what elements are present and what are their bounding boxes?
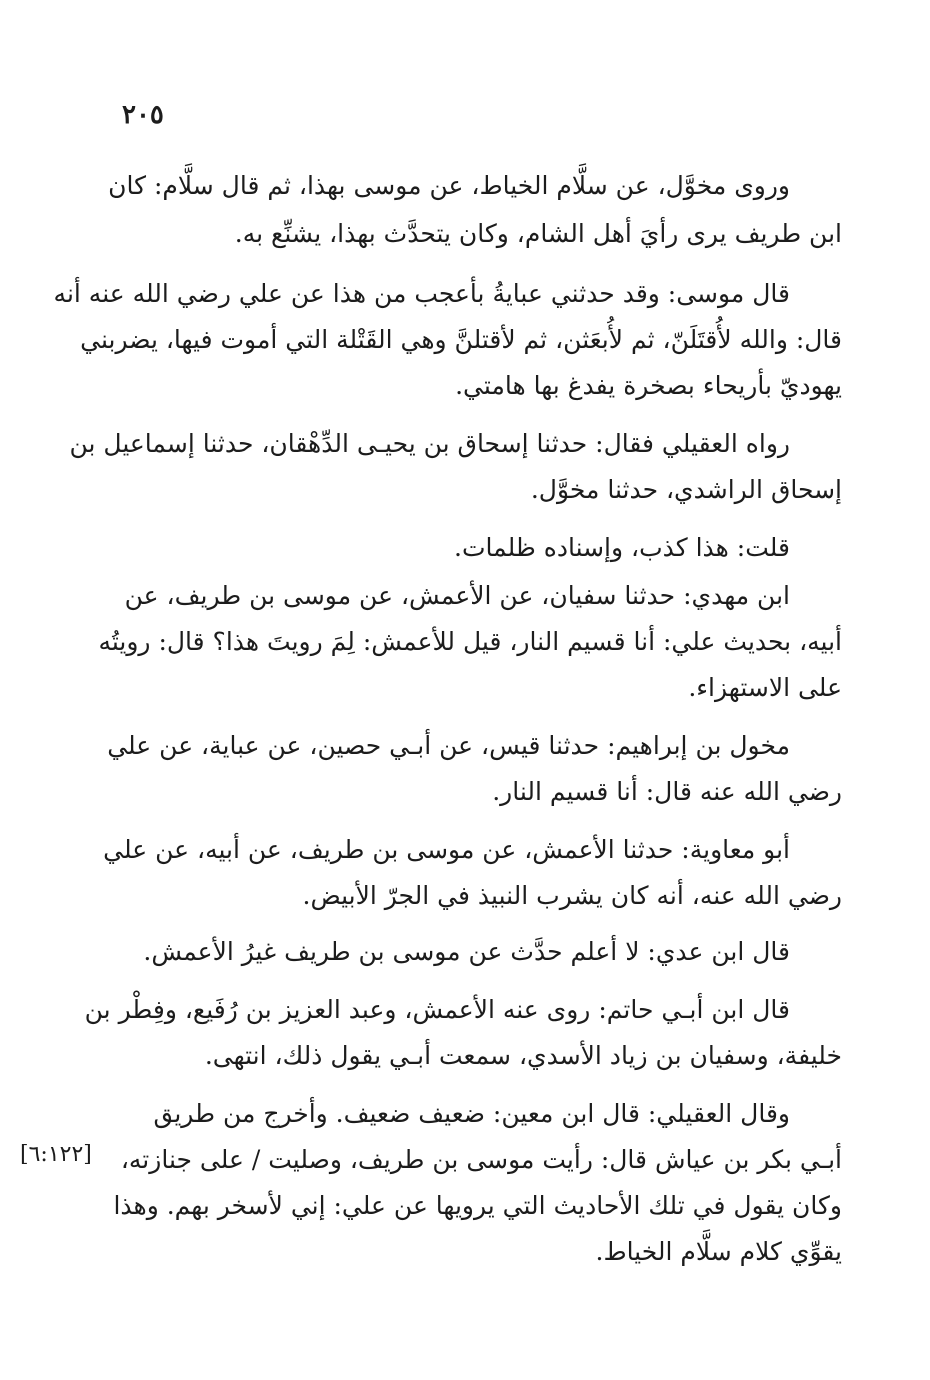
- text-line: قلت: هذا كذب، وإسناده ظلمات.: [454, 533, 790, 562]
- text-line: يقوِّي كلام سلَّام الخياط.: [595, 1237, 842, 1266]
- text-line: أبو معاوية: حدثنا الأعمش، عن موسى بن طريف، عن أبيه، عن علي: [103, 835, 790, 864]
- page-number: ٢٠٥: [122, 100, 164, 130]
- text-line: وقال العقيلي: قال ابن معين: ضعيف ضعيف. وأخرج من طريق: [153, 1099, 790, 1128]
- margin-reference: [٦:١٢٢]: [20, 1142, 92, 1167]
- text-line: يهوديّ بأريحاء بصخرة يفدغ بها هامتي.: [455, 371, 842, 400]
- text-line: قال ابن عدي: لا أعلم حدَّث عن موسى بن طريف غيرُ الأعمش.: [143, 937, 790, 966]
- text-line: خليفة، وسفيان بن زياد الأسدي، سمعت أبـي يقول ذلك، انتهى.: [204, 1041, 842, 1070]
- text-line: ابن طريف يرى رأيَ أهل الشام، وكان يتحدَّث بهذا، يشنِّع به.: [234, 219, 842, 248]
- text-line: قال ابن أبـي حاتم: روى عنه الأعمش، وعبد العزيز بن رُفَيع، وفِطْر بن: [84, 995, 790, 1024]
- text-line: أبـي بكر بن عياش قال: رأيت موسى بن طريف، وصليت / على جنازته،: [120, 1145, 842, 1174]
- text-line: وكان يقول في تلك الأحاديث التي يرويها عن علي: إني لأسخر بهم. وهذا: [113, 1191, 842, 1220]
- text-line: مخول بن إبراهيم: حدثنا قيس، عن أبـي حصين، عن عباية، عن علي: [107, 731, 790, 760]
- text-line: قال: والله لأُقتَلَنّ، ثم لأُبعَثن، ثم لأقتلنَّ وهي القَتْلة التي أموت فيها، يضربني: [80, 325, 842, 354]
- text-line: وروى مخوَّل، عن سلَّام الخياط، عن موسى بهذا، ثم قال سلَّام: كان: [108, 171, 790, 200]
- text-line: أبيه، بحديث علي: أنا قسيم النار، قيل للأعمش: لِمَ رويتَ هذا؟ قال: رويتُه: [98, 627, 842, 656]
- text-line: رضي الله عنه قال: أنا قسيم النار.: [492, 777, 842, 806]
- text-line: على الاستهزاء.: [688, 673, 842, 702]
- text-line: رواه العقيلي فقال: حدثنا إسحاق بن يحيـى الدِّهْقان، حدثنا إسماعيل بن: [69, 429, 790, 458]
- text-line: قال موسى: وقد حدثني عبايةُ بأعجب من هذا عن علي رضي الله عنه أنه: [53, 279, 790, 308]
- text-line: إسحاق الراشدي، حدثنا مخوَّل.: [530, 475, 842, 504]
- text-line: رضي الله عنه، أنه كان يشرب النبيذ في الجرّ الأبيض.: [302, 881, 842, 910]
- text-line: ابن مهدي: حدثنا سفيان، عن الأعمش، عن موسى بن طريف، عن: [124, 581, 790, 610]
